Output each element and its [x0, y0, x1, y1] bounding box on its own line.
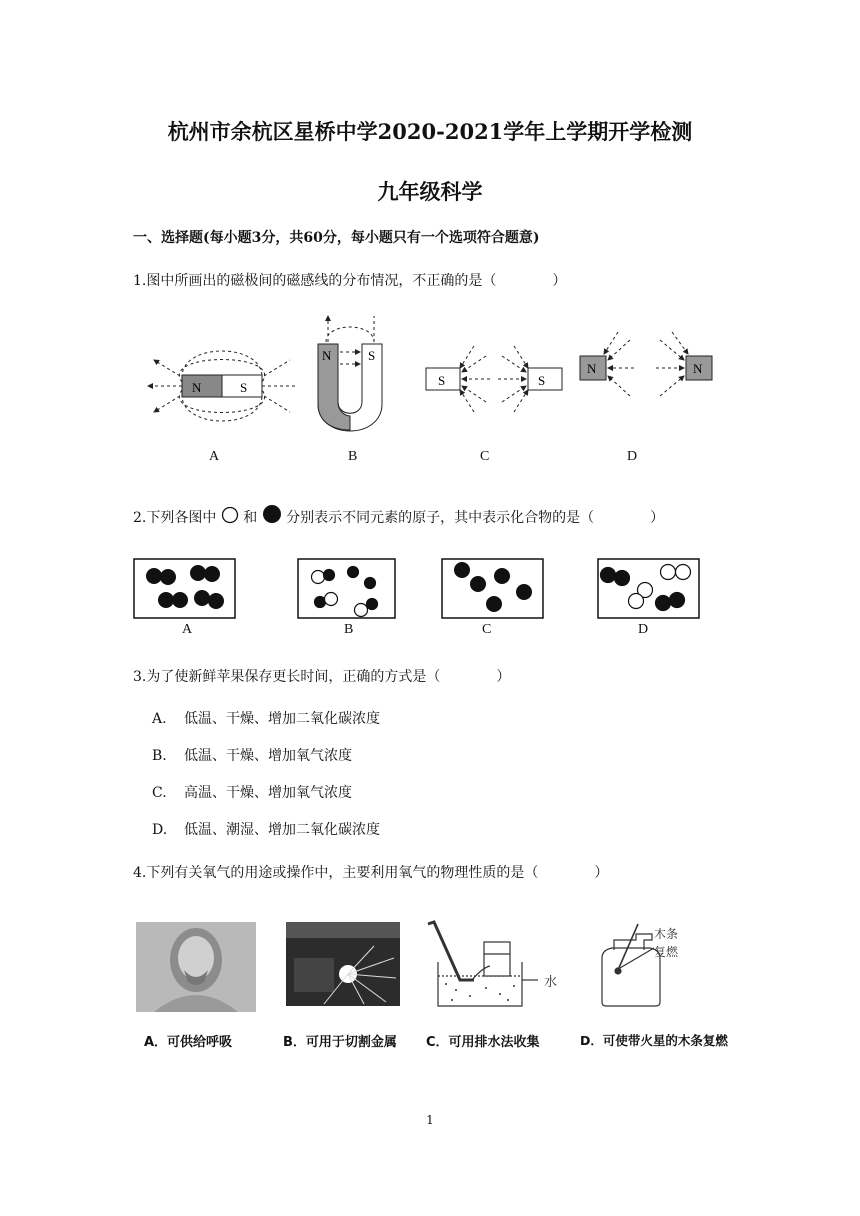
- q3-option-a: A. 低温、干燥、增加二氧化碳浓度: [152, 711, 380, 727]
- exam-title: 杭州市余杭区星桥中学2020-2021学年上学期开学检测: [167, 119, 693, 144]
- question-2: 2.下列各图中 和 分别表示不同元素的原子，其中表示化合物的是（ ）: [133, 507, 664, 528]
- svg-text:N: N: [693, 361, 703, 376]
- svg-text:木条: 木条: [654, 927, 679, 941]
- q4-caption-a: A．可供给呼吸: [144, 1035, 233, 1050]
- svg-text:S: S: [240, 380, 248, 395]
- solid-atom-icon: [262, 504, 282, 524]
- svg-text:复燃: 复燃: [654, 945, 679, 959]
- q2-label-b: B: [344, 622, 354, 637]
- molecule-figures: [132, 556, 732, 626]
- svg-text:S: S: [438, 373, 446, 388]
- q4-caption-b: B．可用于切割金属: [283, 1035, 397, 1050]
- q1-label-b: B: [348, 449, 358, 464]
- svg-text:S: S: [368, 348, 376, 363]
- q3-option-c: C. 高温、干燥、增加氧气浓度: [152, 785, 352, 801]
- q1-label-c: C: [480, 449, 490, 464]
- figure-c-s-s-poles: [426, 346, 562, 412]
- q2-label-d: D: [638, 622, 649, 637]
- q4-caption-d: D．可使带火星的木条复燃: [580, 1033, 728, 1048]
- figure-b-metal-cutting-photo: [286, 922, 400, 1006]
- figure-d-glowing-splint-bottle: [602, 924, 660, 1006]
- figure-b-u-magnet: [318, 316, 382, 431]
- figure-a-bar-magnet: [148, 351, 296, 421]
- svg-text:N: N: [587, 361, 597, 376]
- magnet-figures: [140, 312, 740, 442]
- page-number: 1: [426, 1113, 434, 1127]
- svg-text:水: 水: [544, 975, 558, 990]
- question-4: 4.下列有关氧气的用途或操作中，主要利用氧气的物理性质的是（ ）: [133, 865, 609, 881]
- svg-text:N: N: [322, 348, 332, 363]
- q3-option-b: B. 低温、干燥、增加氧气浓度: [152, 748, 352, 764]
- figure-d-n-n-poles: [580, 332, 712, 396]
- question-1: 1.图中所画出的磁极间的磁感线的分布情况，不正确的是（ ）: [133, 273, 567, 289]
- q3-option-d: D. 低温、潮湿、增加二氧化碳浓度: [152, 822, 380, 838]
- question-3: 3.为了使新鲜苹果保存更长时间，正确的方式是（ ）: [133, 669, 511, 685]
- q4-caption-c: C．可用排水法收集: [426, 1035, 540, 1050]
- figure-c-water-collection: [428, 922, 538, 1006]
- hollow-atom-icon: [221, 506, 239, 524]
- figure-a-oxygen-mask-photo: [136, 922, 256, 1012]
- svg-text:N: N: [192, 380, 202, 395]
- svg-text:S: S: [538, 373, 546, 388]
- exam-subtitle: 九年级科学: [377, 179, 483, 204]
- section-heading: 一、选择题(每小题3分，共60分，每小题只有一个选项符合题意): [133, 230, 540, 246]
- q1-label-a: A: [209, 449, 220, 464]
- q1-label-d: D: [627, 449, 638, 464]
- q2-label-a: A: [182, 622, 193, 637]
- oxygen-usage-figures: [134, 918, 754, 1018]
- q2-label-c: C: [482, 622, 492, 637]
